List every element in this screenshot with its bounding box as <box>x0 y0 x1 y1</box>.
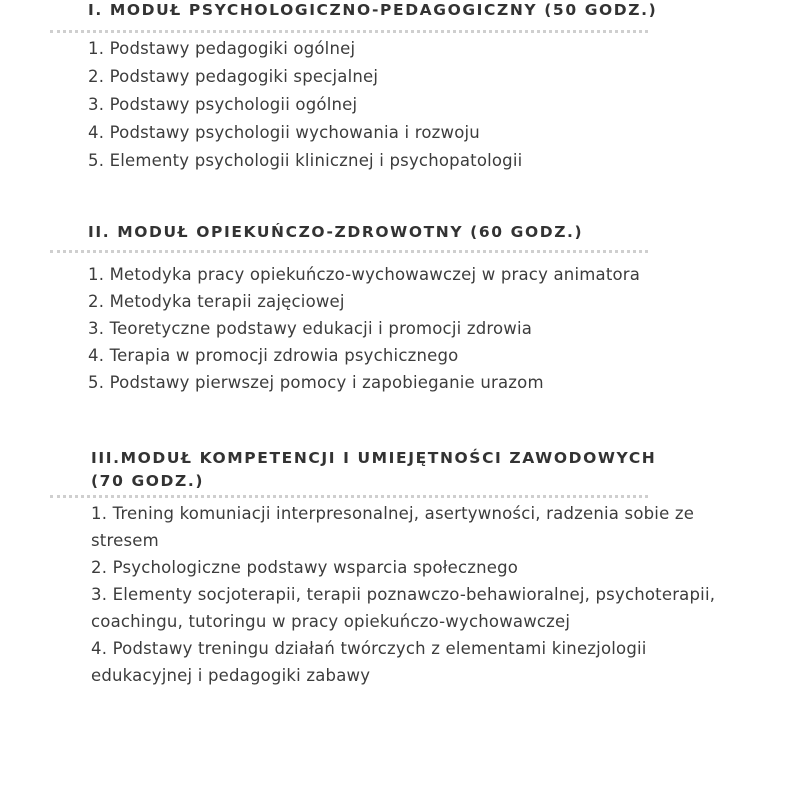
list-item: 5. Podstawy pierwszej pomocy i zapobieganie urazom <box>88 373 544 392</box>
module-1-list <box>88 35 522 175</box>
module-3-divider <box>50 495 648 498</box>
list-item: 5. Elementy psychologii klinicznej i psychopatologii <box>88 151 523 170</box>
list-item: 3. Podstawy psychologii ogólnej <box>88 95 358 114</box>
list-item: 2. Podstawy pedagogiki specjalnej <box>88 67 379 86</box>
module-3-title <box>91 447 656 493</box>
list-item: 4. Terapia w promocji zdrowia psychicznego <box>88 346 459 365</box>
list-item: 1. Metodyka pracy opiekuńczo-wychowawczej w pracy animatora <box>88 265 641 284</box>
module-1-title: I. MODUŁ PSYCHOLOGICZNO-PEDAGOGICZNY (50 GODZ.) <box>88 1 658 19</box>
list-item: 1. Podstawy pedagogiki ogólnej <box>88 39 356 58</box>
list-item: 1. Trening komuniacji interpresonalnej, asertywności, radzenia sobie ze stresem <box>91 504 695 550</box>
list-item: 3. Teoretyczne podstawy edukacji i promocji zdrowia <box>88 319 533 338</box>
module-3-list <box>91 500 731 689</box>
module-3-title-line-1: III.MODUŁ KOMPETENCJI I UMIEJĘTNOŚCI ZAWODOWYCH <box>91 449 657 467</box>
list-item: 3. Elementy socjoterapii, terapii poznawczo-behawioralnej, psychoterapii, coachingu, tutoringu w pracy opiekuńczo-wychowawczej <box>91 585 716 631</box>
list-item: 4. Podstawy psychologii wychowania i rozwoju <box>88 123 480 142</box>
list-item: 2. Metodyka terapii zajęciowej <box>88 292 345 311</box>
module-2-list <box>88 261 640 396</box>
module-2-title: II. MODUŁ OPIEKUŃCZO-ZDROWOTNY (60 GODZ.) <box>88 223 584 241</box>
list-item: 2. Psychologiczne podstawy wsparcia społecznego <box>91 558 519 577</box>
module-1-divider <box>50 30 648 33</box>
list-item: 4. Podstawy treningu działań twórczych z elementami kinezjologii edukacyjnej i pedagogiki zabawy <box>91 639 647 685</box>
module-2-divider <box>50 250 648 253</box>
module-3-title-line-2: (70 GODZ.) <box>91 472 205 490</box>
